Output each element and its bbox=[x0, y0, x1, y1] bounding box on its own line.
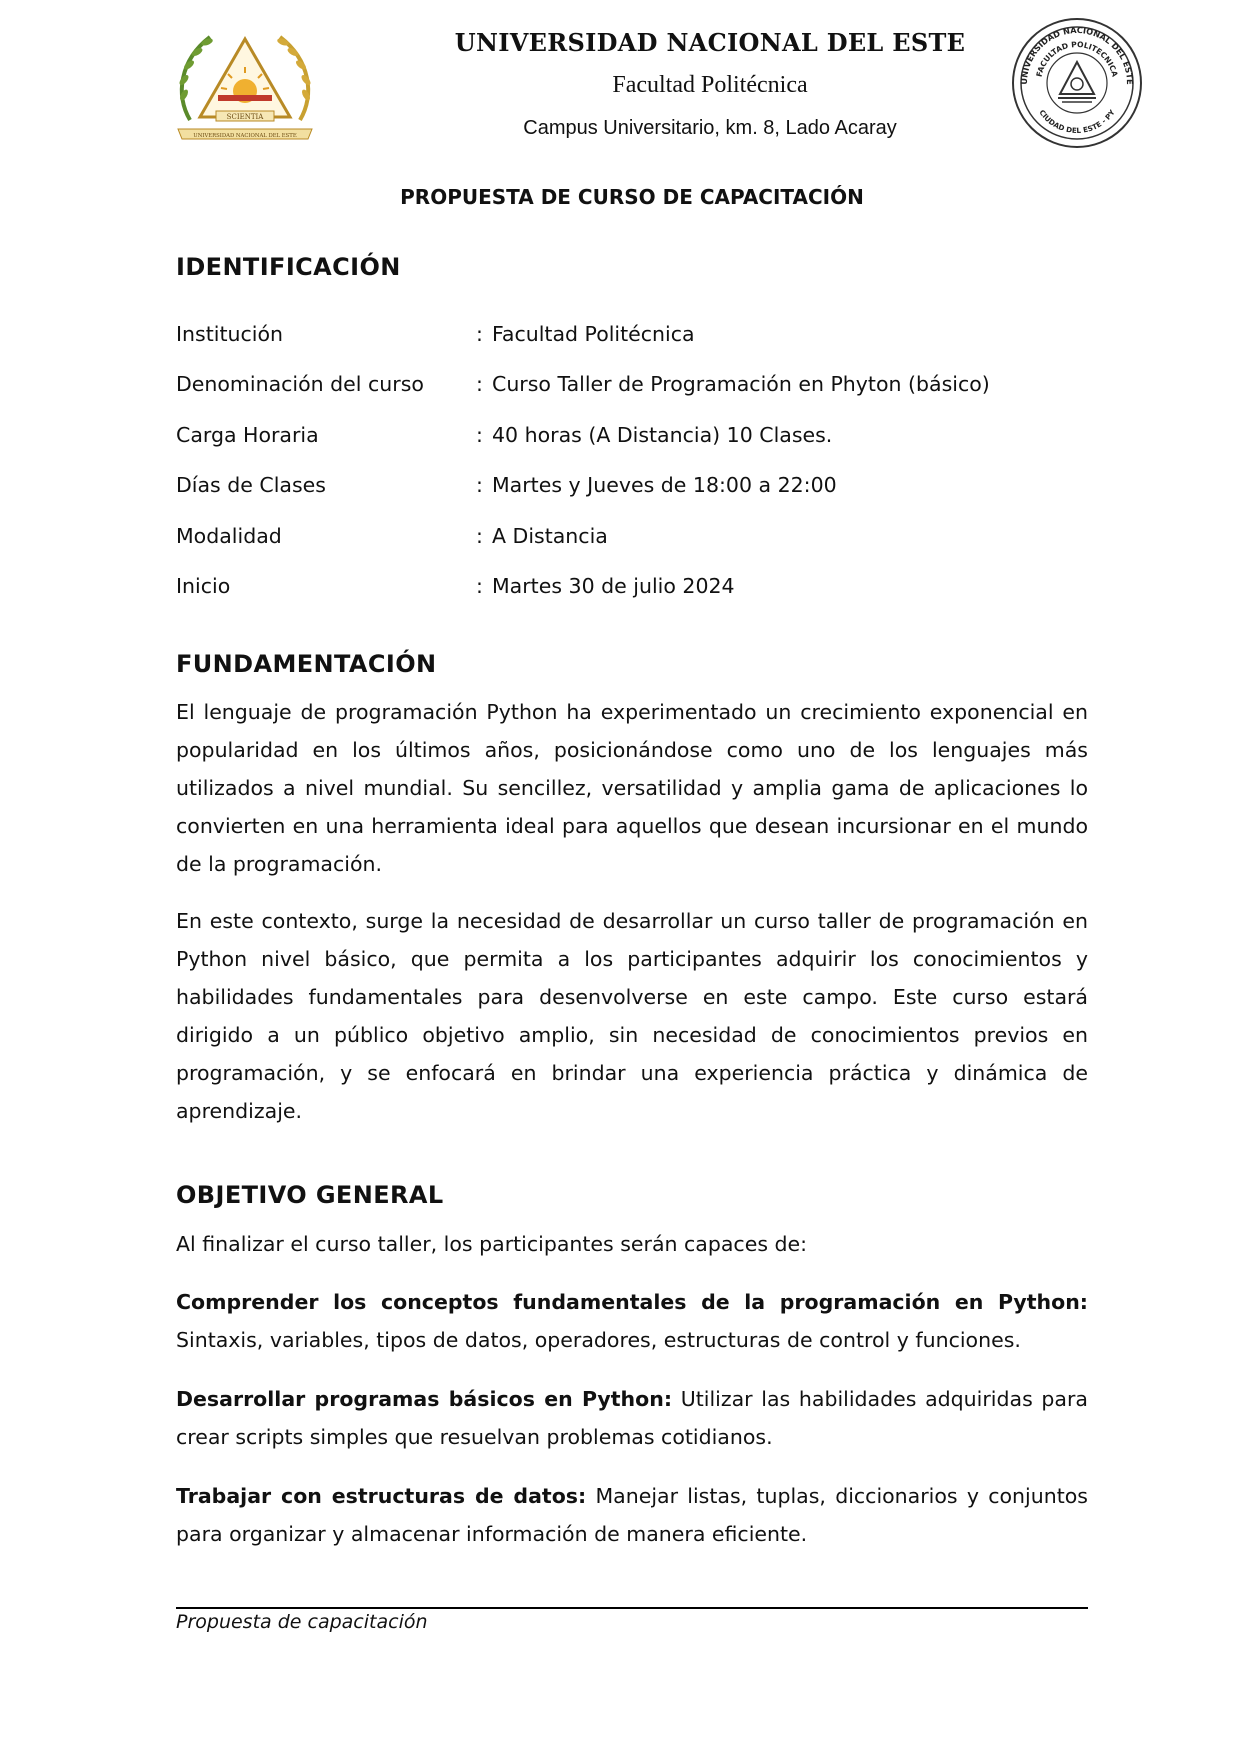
id-colon: : bbox=[476, 473, 483, 497]
id-value: Facultad Politécnica bbox=[492, 322, 695, 346]
id-colon: : bbox=[476, 524, 483, 548]
faculty-name: Facultad Politécnica bbox=[612, 72, 808, 98]
id-value: A Distancia bbox=[492, 524, 608, 548]
objective-title: Trabajar con estructuras de datos: bbox=[176, 1484, 587, 1508]
id-label: Institución bbox=[176, 322, 283, 346]
fundamentacion-paragraph-1: El lenguaje de programación Python ha experimentado un crecimiento exponencial en popularidad en los últimos años, posicionándose como uno de los lenguajes más utilizados a nivel mundial. Su sencillez, versatilidad y amplia gama de aplicaciones lo convierten en una herramienta ideal para aquellos que desean incursionar en el mundo de la programación. bbox=[176, 700, 1088, 876]
footer-divider bbox=[176, 1607, 1088, 1609]
id-value: Curso Taller de Programación en Phyton (básico) bbox=[492, 372, 990, 396]
faculty-seal-logo bbox=[1010, 16, 1144, 150]
id-colon: : bbox=[476, 372, 483, 396]
fundamentacion-paragraph-2: En este contexto, surge la necesidad de desarrollar un curso taller de programación en Python nivel básico, que permita a los participantes adquirir los conocimientos y habilidades fundamentales para desenvolverse en este campo. Este curso estará dirigido a un público objetivo amplio, sin necesidad de conocimientos previos en programación, y se enfocará en brindar una experiencia práctica y dinámica de aprendizaje. bbox=[176, 909, 1088, 1123]
objective-text: Sintaxis, variables, tipos de datos, operadores, estructuras de control y funciones. bbox=[176, 1328, 1021, 1352]
objective-item bbox=[176, 1477, 1088, 1553]
svg-text:UNIVERSIDAD NACIONAL DEL ESTE: UNIVERSIDAD NACIONAL DEL ESTE bbox=[193, 133, 297, 139]
id-label: Denominación del curso bbox=[176, 372, 424, 396]
id-colon: : bbox=[476, 574, 483, 598]
svg-text:SCIENTIA: SCIENTIA bbox=[226, 113, 264, 121]
id-label: Carga Horaria bbox=[176, 423, 319, 447]
objective-item bbox=[176, 1283, 1088, 1359]
id-colon: : bbox=[476, 322, 483, 346]
objective-text: Manejar listas, tuplas, diccionarios y conjuntos para organizar y almacenar información de manera eficiente. bbox=[176, 1484, 1088, 1546]
id-label: Días de Clases bbox=[176, 473, 326, 497]
seal-ring-top: UNIVERSIDAD NACIONAL DEL ESTE bbox=[1018, 24, 1136, 85]
id-value: 40 horas (A Distancia) 10 Clases. bbox=[492, 423, 833, 447]
seal-ring-inner: FACULTAD POLITECNICA bbox=[1034, 39, 1120, 78]
id-label: Inicio bbox=[176, 574, 231, 598]
objetivo-intro: Al finalizar el curso taller, los participantes serán capaces de: bbox=[176, 1232, 808, 1256]
identification-heading: IDENTIFICACIÓN bbox=[176, 253, 401, 281]
footer-text: Propuesta de capacitación bbox=[176, 1611, 428, 1633]
university-crest-logo bbox=[170, 25, 320, 145]
university-name: UNIVERSIDAD NACIONAL DEL ESTE bbox=[454, 28, 966, 57]
id-label: Modalidad bbox=[176, 524, 282, 548]
document-title: PROPUESTA DE CURSO DE CAPACITACIÓN bbox=[400, 185, 864, 209]
objective-item bbox=[176, 1380, 1088, 1456]
id-value: Martes 30 de julio 2024 bbox=[492, 574, 735, 598]
objetivo-general-heading: OBJETIVO GENERAL bbox=[176, 1181, 444, 1209]
objective-title: Desarrollar programas básicos en Python: bbox=[176, 1387, 673, 1411]
objective-text: Utilizar las habilidades adquiridas para crear scripts simples que resuelvan problemas cotidianos. bbox=[176, 1387, 1088, 1449]
objective-title: Comprender los conceptos fundamentales de la programación en Python: bbox=[176, 1290, 1088, 1314]
id-colon: : bbox=[476, 423, 483, 447]
id-value: Martes y Jueves de 18:00 a 22:00 bbox=[492, 473, 837, 497]
campus-address: Campus Universitario, km. 8, Lado Acaray bbox=[523, 117, 897, 139]
fundamentacion-heading: FUNDAMENTACIÓN bbox=[176, 650, 437, 678]
seal-ring-bottom: CIUDAD DEL ESTE - PY bbox=[1037, 108, 1117, 136]
